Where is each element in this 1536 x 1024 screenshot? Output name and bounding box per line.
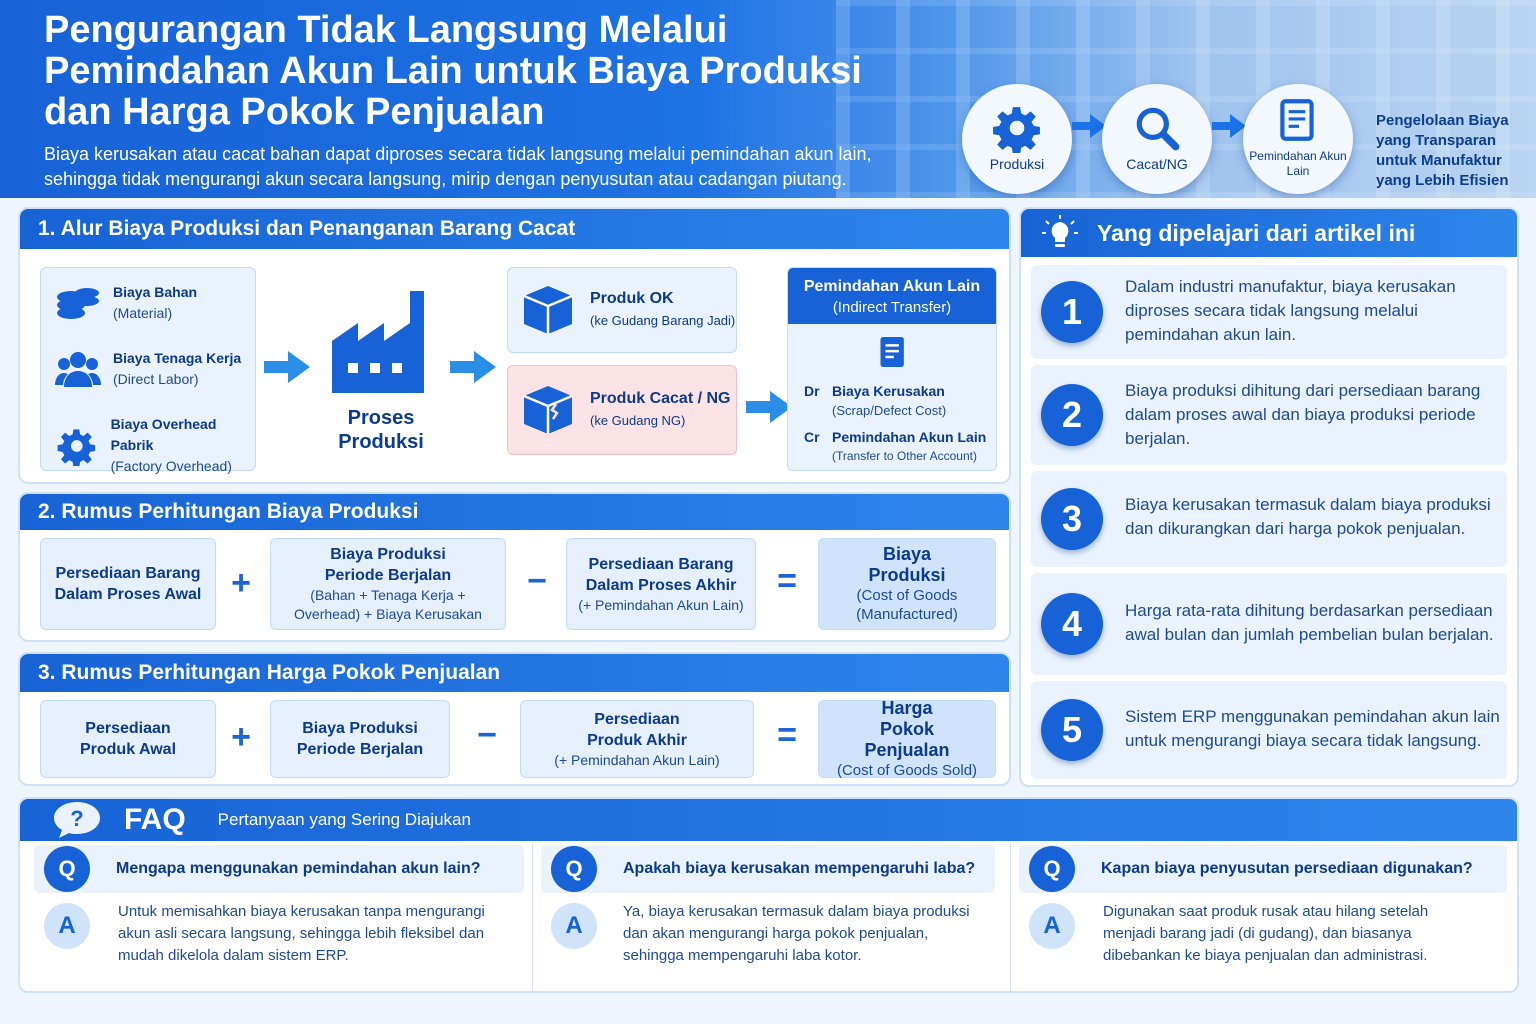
arrow-right-icon xyxy=(746,389,792,425)
transfer-title: Pemindahan Akun Lain xyxy=(803,278,981,295)
cost-inputs-card xyxy=(40,267,256,474)
entry-side: Cr xyxy=(804,429,820,445)
entry-sub: (Transfer to Other Account) xyxy=(832,449,977,463)
input-sub: (Material) xyxy=(113,305,173,321)
journal-entry-credit xyxy=(804,428,986,466)
item-number: 3 xyxy=(1041,488,1103,550)
flow-label: Produksi xyxy=(989,155,1045,172)
section-production-cost-formula xyxy=(18,492,1011,642)
formula-result-cogs xyxy=(818,700,996,778)
formula-sub: (Bahan + Tenaga Kerja + Overhead) + Biaya Kerusakan xyxy=(294,587,482,622)
entry-label: Pemindahan Akun Lain xyxy=(832,429,987,445)
production-process xyxy=(326,287,436,454)
equals-operator: = xyxy=(777,716,797,754)
faq-question: Kapan biaya penyusutan persediaan digunakan? xyxy=(1101,860,1473,877)
faq-title: FAQ xyxy=(124,803,186,836)
process-label: Proses Produksi xyxy=(338,407,424,453)
plus-operator: + xyxy=(231,718,251,756)
formula-result-production-cost xyxy=(818,538,996,630)
section-title: 3. Rumus Perhitungan Harga Pokok Penjualan xyxy=(20,654,1009,692)
question-badge: Q xyxy=(1029,846,1075,892)
learned-title: Yang dipelajari dari artikel ini xyxy=(1097,220,1416,246)
coins-icon xyxy=(55,283,101,323)
output-ok-card xyxy=(507,267,737,353)
arrow-right-icon xyxy=(450,349,496,385)
header-tagline: Pengelolaan Biaya yang Transparan untuk Manufaktur yang Lebih Efisien xyxy=(1376,112,1509,189)
faq-question: Mengapa menggunakan pemindahan akun lain? xyxy=(116,860,481,877)
entry-label: Biaya Kerusakan xyxy=(832,383,945,399)
faq-answer: Digunakan saat produk rusak atau hilang setelah menjadi barang jadi (di gudang), dan biasanya dibebankan ke biaya penjualan dan administrasi. xyxy=(1103,903,1429,964)
formula-text: Biaya Produksi Periode Berjalan xyxy=(324,546,452,584)
section-production-flow xyxy=(18,207,1011,484)
people-icon xyxy=(55,349,101,389)
formula-text: Persediaan Produk Awal xyxy=(79,720,177,758)
item-number: 4 xyxy=(1041,593,1103,655)
input-label: Biaya Tenaga Kerja xyxy=(113,350,242,366)
item-text: Biaya produksi dihitung dari persediaan barang dalam proses awal dan biaya produksi periode berjalan. xyxy=(1125,381,1481,448)
journal-entry-debit xyxy=(804,382,946,420)
arrow-right-icon xyxy=(1212,112,1246,140)
equals-operator: = xyxy=(777,562,797,600)
faq-item xyxy=(532,843,1008,991)
box-icon xyxy=(520,282,576,338)
answer-badge: A xyxy=(44,903,90,949)
faq-item xyxy=(1010,843,1518,991)
output-ng-card xyxy=(507,365,737,455)
faq-panel xyxy=(18,797,1519,993)
page-title: Pengurangan Tidak Langsung Melalui Pemindahan Akun Lain untuk Biaya Produksi dan Harga Pokok Penjualan xyxy=(44,9,862,133)
flow-label: Cacat/NG xyxy=(1126,155,1188,172)
lightbulb-icon xyxy=(1041,214,1079,252)
item-number: 1 xyxy=(1041,281,1103,343)
faq-answer-row xyxy=(1029,903,1075,949)
entry-side: Dr xyxy=(804,383,820,399)
input-overhead xyxy=(55,414,255,477)
section-title: 2. Rumus Perhitungan Biaya Produksi xyxy=(20,494,1009,530)
output-label: Produk OK xyxy=(590,290,674,307)
section-cogs-formula xyxy=(18,652,1011,786)
faq-header xyxy=(20,799,1517,841)
gear-icon xyxy=(992,103,1042,153)
formula-box-wip-end xyxy=(566,538,756,630)
formula-sub: (Cost of Goods (Manufactured) xyxy=(856,587,958,623)
input-labor xyxy=(55,348,241,390)
formula-sub: (+ Pemindahan Akun Lain) xyxy=(554,751,720,768)
faq-answer-row xyxy=(551,903,597,949)
formula-box-wip-start xyxy=(40,538,216,630)
faq-answer-row xyxy=(44,903,90,949)
factory-icon xyxy=(326,287,436,397)
faq-question-row xyxy=(34,845,524,893)
answer-badge: A xyxy=(551,903,597,949)
minus-operator: − xyxy=(527,562,547,600)
output-sub: (ke Gudang Barang Jadi) xyxy=(590,313,736,328)
formula-sub: (+ Pemindahan Akun Lain) xyxy=(578,596,744,613)
arrow-right-icon xyxy=(1072,112,1106,140)
faq-answer: Untuk memisahkan biaya kerusakan tanpa mengurangi akun asli secara langsung, sehingga lebih fleksibel dan mudah dikelola dalam sistem ERP. xyxy=(118,903,485,964)
formula-text: Persediaan Barang Dalam Proses Akhir xyxy=(585,555,737,594)
faq-question-row xyxy=(1019,845,1507,893)
output-sub: (ke Gudang NG) xyxy=(590,413,686,428)
faq-subtitle: Pertanyaan yang Sering Diajukan xyxy=(217,810,471,829)
flow-step-cacat xyxy=(1102,84,1212,194)
formula-text: Persediaan Barang Dalam Proses Awal xyxy=(54,565,202,603)
formula-box-current-cost xyxy=(270,700,450,778)
plus-operator: + xyxy=(231,564,251,602)
formula-text: Biaya Produksi xyxy=(868,544,946,585)
item-number: 5 xyxy=(1041,699,1103,761)
formula-box-current-cost xyxy=(270,538,506,630)
faq-question: Apakah biaya kerusakan mempengaruhi laba? xyxy=(623,860,976,877)
question-badge: Q xyxy=(551,846,597,892)
learned-item xyxy=(1031,265,1507,359)
flow-step-produksi xyxy=(962,84,1072,194)
input-sub: (Factory Overhead) xyxy=(110,458,232,474)
learned-header xyxy=(1021,209,1517,257)
page-subtitle: Biaya kerusakan atau cacat bahan dapat diproses secara tidak langsung melalui pemindahan akun lain, sehingga tidak mengurangi akun secara langsung, mirip dengan penyusutan atau cadangan piutang. xyxy=(44,144,872,189)
question-badge: Q xyxy=(44,846,90,892)
section-title: 1. Alur Biaya Produksi dan Penanganan Barang Cacat xyxy=(20,209,1009,249)
learned-item xyxy=(1031,365,1507,465)
input-label: Biaya Bahan xyxy=(113,284,198,300)
formula-text: Harga Pokok Penjualan xyxy=(864,698,950,760)
flow-step-pemindahan xyxy=(1243,84,1353,194)
indirect-transfer-card xyxy=(787,267,997,471)
faq-item xyxy=(20,843,530,991)
damaged-box-icon xyxy=(520,382,576,438)
formula-text: Persediaan Produk Akhir xyxy=(587,710,687,749)
formula-text: Biaya Produksi Periode Berjalan xyxy=(296,720,424,758)
formula-box-inventory-start xyxy=(40,700,216,778)
flow-label: Pemindahan Akun Lain xyxy=(1249,149,1347,178)
item-number: 2 xyxy=(1041,384,1103,446)
item-text: Sistem ERP menggunakan pemindahan akun lain untuk mengurangi biaya secara tidak langsung. xyxy=(1125,707,1500,750)
question-bubble-icon xyxy=(52,800,102,840)
input-label: Biaya Overhead Pabrik xyxy=(110,416,217,453)
learned-item xyxy=(1031,471,1507,567)
item-text: Dalam industri manufaktur, biaya kerusakan diproses secara tidak langsung melalui pemindahan akun lain. xyxy=(1125,277,1456,344)
faq-answer: Ya, biaya kerusakan termasuk dalam biaya produksi dan akan mengurangi harga pokok penjualan, sehingga mempengaruhi laba kotor. xyxy=(623,903,970,964)
output-label: Produk Cacat / NG xyxy=(590,390,731,407)
magnifier-icon xyxy=(1132,103,1182,153)
header-banner xyxy=(0,0,1536,198)
faq-question-row xyxy=(541,845,995,893)
input-sub: (Direct Labor) xyxy=(113,371,199,387)
item-text: Harga rata-rata dihitung berdasarkan persediaan awal bulan dan jumlah pembelian bulan berjalan. xyxy=(1125,601,1494,644)
input-material xyxy=(55,282,197,324)
gear-icon xyxy=(55,426,99,466)
minus-operator: − xyxy=(477,716,497,754)
learned-item xyxy=(1031,573,1507,675)
document-icon xyxy=(1273,95,1323,145)
learned-panel xyxy=(1019,207,1519,787)
item-text: Biaya kerusakan termasuk dalam biaya produksi dan dikurangkan dari harga pokok penjualan. xyxy=(1125,495,1491,538)
formula-box-inventory-end xyxy=(520,700,754,778)
learned-item xyxy=(1031,681,1507,779)
svg-text:?: ? xyxy=(70,806,84,831)
document-icon xyxy=(873,332,913,372)
arrow-right-icon xyxy=(264,349,310,385)
answer-badge: A xyxy=(1029,903,1075,949)
formula-sub: (Cost of Goods Sold) xyxy=(836,762,978,779)
entry-sub: (Scrap/Defect Cost) xyxy=(832,403,947,418)
transfer-subtitle: (Indirect Transfer) xyxy=(832,299,952,316)
